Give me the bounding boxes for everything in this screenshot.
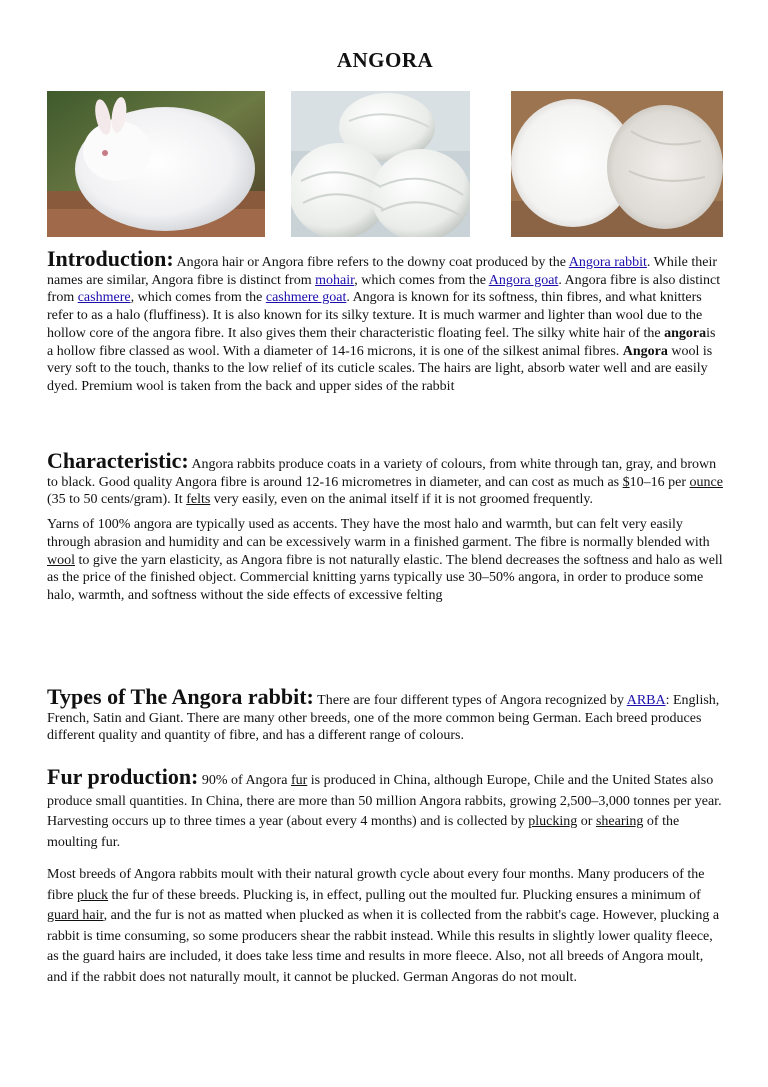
types-text: There are four different types of Angora recognized by [313,693,627,708]
characteristic-text: to give the yarn elasticity, as Angora fibre is not naturally elastic. The blend decreases the softness and halo as well as the price of the finished object. Commercial knitting yarns typically use 30–50% angora, in order to produce some halo, warmth, and softness without the side effects of excessive felting [47,552,723,603]
characteristic-heading: Characteristic: [47,448,189,473]
introduction-heading: Introduction: [47,246,174,271]
angora-rabbit-photo [47,91,265,237]
introduction-text: , which comes from the [354,272,489,288]
link-pluck[interactable]: pluck [76,887,109,903]
link-guard-hair[interactable]: guard hair [47,908,104,923]
characteristic-text: (35 to 50 cents/gram). It [47,492,187,508]
link-angora-goat[interactable]: Angora goat [488,272,559,288]
photo-strip [47,91,723,237]
introduction-text: is a hollow fibre classed as wool. With a diameter of 14-16 microns, it is one of the silkest animal fibres. [47,325,716,359]
introduction-text: , which comes from the [130,290,266,306]
introduction-text: . While their names are similar, Angora fibre is distinct from [47,255,717,288]
link-shearing[interactable]: shearing [595,814,644,829]
characteristic-paragraph-1 [47,450,723,509]
characteristic-text: 10–16 per [629,474,690,490]
link-wool[interactable]: wool [47,552,75,568]
characteristic-text: very easily, even on the animal itself if it is not groomed frequently. [210,492,593,508]
link-angora-rabbit[interactable]: Angora rabbit [568,255,647,270]
introduction-text: . Angora fibre is also distinct from [47,272,721,306]
types-text: : English, French, Satin and Giant. There are many other breeds, one of the more common being German. Each breed produces different quality and quantity of fibre, and has a different range of colours. [47,693,720,744]
angora-fibre-photo [511,91,723,237]
types-heading: Types of The Angora rabbit: [47,684,314,709]
link-plucking[interactable]: plucking [528,814,578,829]
link-cashmere-goat[interactable]: cashmere goat [265,290,347,306]
characteristic-paragraph-2 [47,516,723,605]
fur-paragraph-1 [47,766,723,853]
fur-heading: Fur production: [47,764,199,789]
types-section [47,686,723,745]
introduction-text: . Angora is known for its softness, thin fibres, and what knitters refer to as a halo (fluffiness). It is also known for its silky texture. It is much warmer and lighter than wool due to the hollow core of the angora fibre. It also gives them their characteristic floating feel. The silky white hair of the [47,290,703,341]
link-dollar[interactable]: $ [622,474,630,490]
fur-text: , and the fur is not as matted when plucked as when it is collected from the rabbit's cage. However, plucking a rabbit is time consuming, so some producers shear the rabbit instead. While this results in slightly lower quality fleece, as the guard hairs are included, it does take less time and results in more fleece. Also, not all breeds of Angora moult, and if the rabbit does not naturally moult, it cannot be plucked. German Angoras do not moult. [47,908,720,985]
fur-text: the fur of these breeds. Plucking is, in effect, pulling out the moulted fur. Plucking ensures a minimum of [108,887,701,903]
characteristic-text: Angora rabbits produce coats in a variety of colours, from white through tan, gray, and brown to black. Good quality Angora fibre is around 12-16 micrometres in diameter, and can cost as much as [47,457,717,490]
characteristic-text: Yarns of 100% angora are typically used as accents. They have the most halo and warmth, but can felt very easily through abrasion and humidity and can be excessively warm in a finished garment. The fibre is normally blended with [47,517,710,550]
bold-angora-cap: Angora [622,343,668,359]
introduction-text: wool is very soft to the touch, thanks to the low relief of its cuticle scales. The hairs are light, absorb water well and are easily dyed. Premium wool is taken from the back and upper sides of the rabbit [47,343,713,394]
link-ounce[interactable]: ounce [689,474,723,490]
fur-production-section [47,766,723,988]
fur-text: Most breeds of Angora rabbits moult with their natural growth cycle about every four months. Many producers of the fibre [47,867,705,903]
link-arba[interactable]: ARBA [626,693,666,708]
fur-text: is produced in China, although Europe, Chile and the United States also produce small quantities. In China, there are more than 50 million Angora rabbits, growing 2,500–3,000 tonnes per year. Harvesting occurs up to three times a year (about every 4 months) and is collected by [47,773,722,829]
link-cashmere[interactable]: cashmere [77,290,131,306]
fur-text: 90% of Angora [198,773,291,788]
document-title: ANGORA [336,48,434,72]
characteristic-section [47,450,723,605]
introduction-section [47,248,723,396]
introduction-text: Angora hair or Angora fibre refers to the downy coat produced by the [173,255,569,270]
link-fur[interactable]: fur [290,773,308,788]
link-felts[interactable]: felts [186,492,211,508]
bold-angora: angora [664,325,707,341]
fur-paragraph-2 [47,865,723,988]
fur-text: or [577,814,596,829]
fur-text: of the moulting fur. [47,814,680,850]
link-mohair[interactable]: mohair [315,272,355,288]
angora-yarn-balls-photo [291,91,470,237]
